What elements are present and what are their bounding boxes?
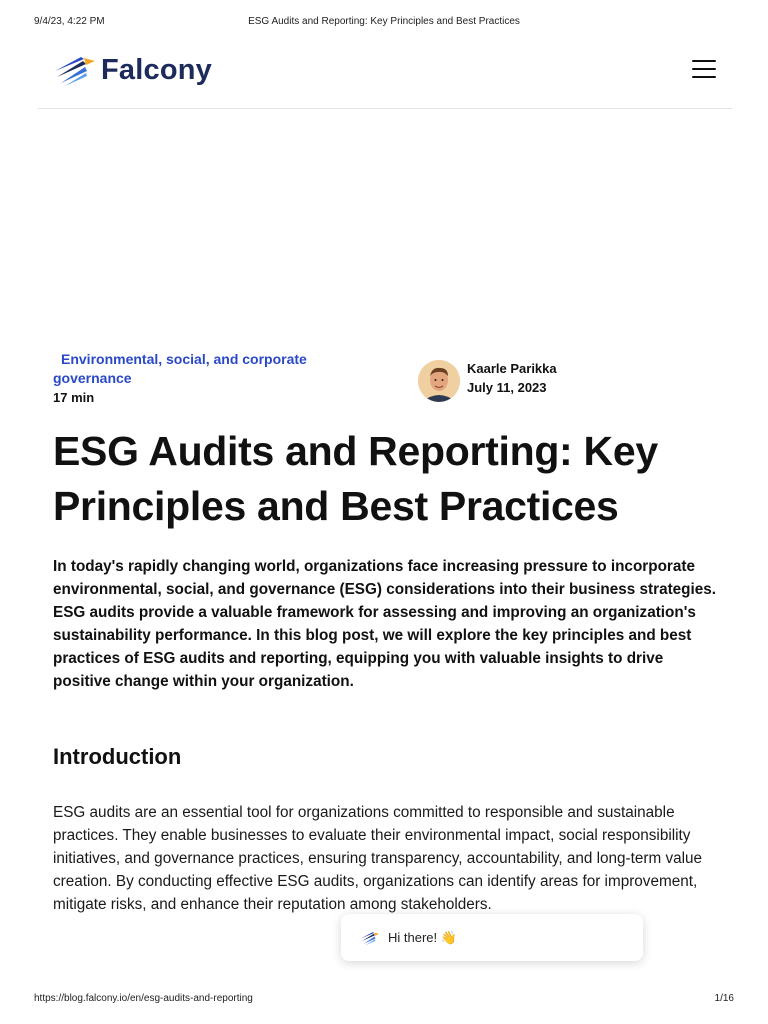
print-doc-title: ESG Audits and Reporting: Key Principles and Best Practices	[248, 16, 520, 27]
falcony-bird-icon	[360, 930, 380, 946]
section-heading: Introduction	[53, 744, 182, 769]
print-url: https://blog.falcony.io/en/esg-audits-and-reporting	[34, 993, 253, 1004]
brand-name: Falcony	[101, 53, 212, 86]
falcony-logo[interactable]	[53, 52, 212, 88]
article-lead: In today's rapidly changing world, organizations face increasing pressure to incorporate environmental, social, and governance (ESG) considerations into their business strategies. ESG audits provide a valuable framework for assessing and improving an organization's sustainability performance. In this blog post, we will explore the key principles and best practices of ESG audits and reporting, equipping you with valuable insights to drive positive change within your organization.	[53, 558, 717, 690]
article-title: ESG Audits and Reporting: Key Principles and Best Practices	[53, 428, 658, 529]
category-link[interactable]: Environmental, social, and corporate governance	[53, 351, 307, 386]
avatar	[418, 360, 460, 402]
page-number: 1/16	[714, 993, 734, 1004]
author-name: Kaarle Parikka	[467, 361, 557, 376]
falcony-bird-icon	[53, 53, 97, 87]
print-footer	[34, 993, 734, 1007]
chat-greeting: Hi there! 👋	[388, 929, 457, 945]
chat-widget[interactable]	[341, 914, 643, 961]
hamburger-menu-icon[interactable]	[692, 60, 716, 80]
section-paragraph: ESG audits are an essential tool for organizations committed to responsible and sustainable practices. They enable businesses to evaluate their environmental impact, social responsibility initiatives, and governance practices, ensuring transparency, accountability, and long-term value creation. By conducting effective ESG audits, organizations can identify areas for improvement, mitigate risks, and enhance their reputation among stakeholders.	[53, 804, 703, 913]
site-header	[38, 40, 732, 109]
publish-date: July 11, 2023	[467, 380, 547, 395]
article-meta	[53, 350, 353, 407]
print-datetime: 9/4/23, 4:22 PM	[34, 16, 105, 27]
print-header	[34, 16, 734, 30]
read-time: 17 min	[53, 390, 95, 405]
